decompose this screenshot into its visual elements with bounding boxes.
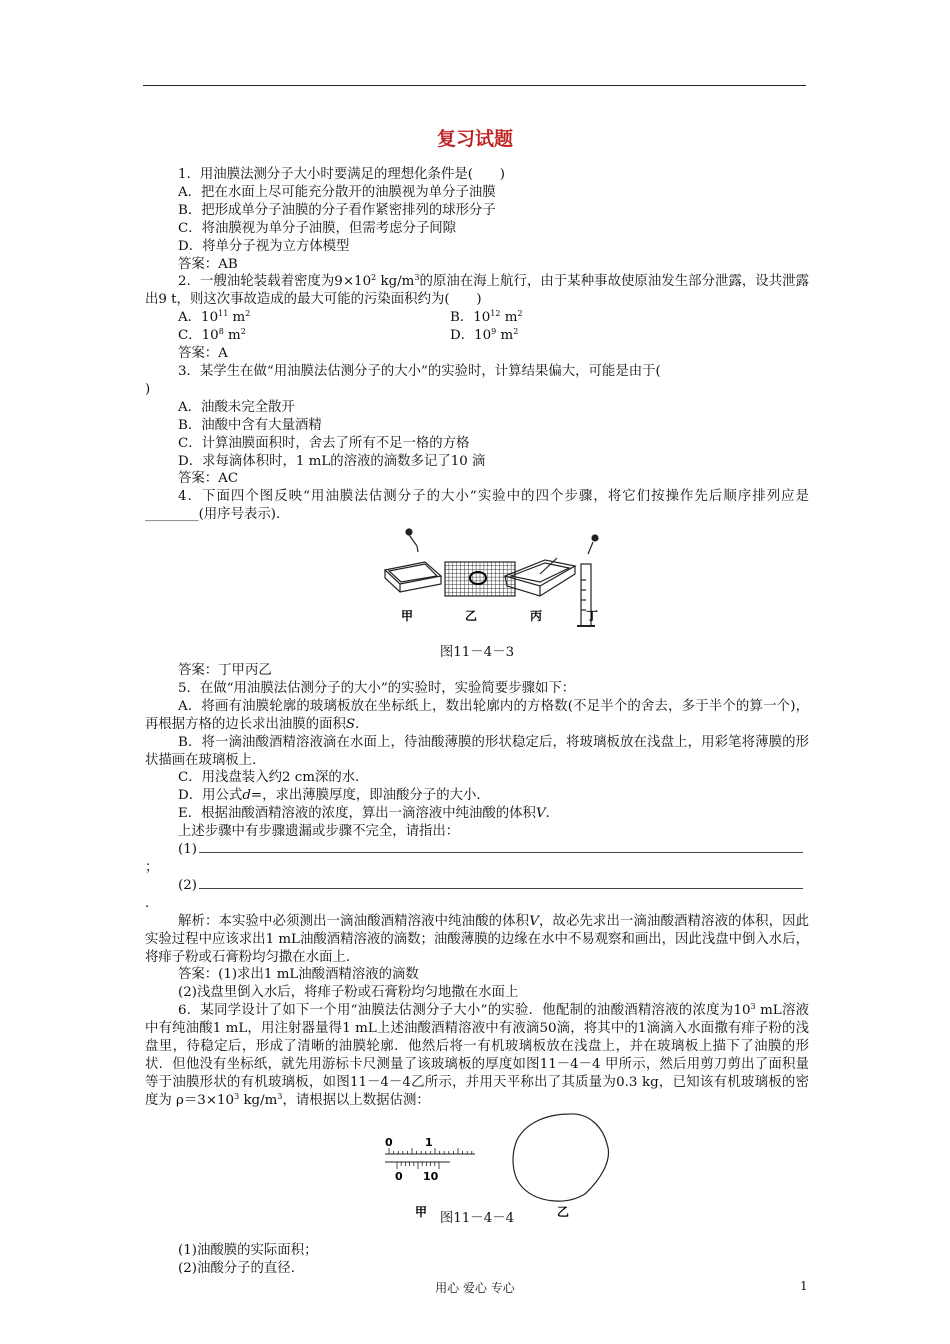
question-5-blank-2: (2): [145, 877, 809, 895]
scale-bottom-0: 0: [395, 1169, 403, 1183]
question-2-option-b: B．$10^{12}$ $m^2$: [450, 309, 523, 326]
label-bing: 丙: [530, 609, 543, 624]
question-2-option-a: A．$10^{11}$ $m^2$: [178, 309, 251, 326]
question-3-answer: 答案：AC: [178, 471, 239, 487]
question-6-stem: 6．某同学设计了如下一个用“油膜法估测分子大小”的实验．他配制的油酸酒精溶液的浓度为$10^3$ mL溶液中有纯油酸1 mL，用注射器量得1 mL上述油酸酒精溶液中有液滴50滴，将其中的1滴滴入水面撒有痱子粉的浅盘里，待稳定后，形成了清晰的油膜轮廓．他然后将一有机玻璃板放在浅盘上，并在玻璃板上描下了油膜的形状．但他没有坐标纸，就先用游标卡尺测量了该玻璃板的厚度如图11－4－4 甲所示，然后用剪刀剪出了面积量等于油膜形状的有机玻璃板，如图11－4－4乙所示，并用天平称出了其质量为0.3 kg，已知该有机玻璃板的密度为 $\rho=3\times 10^3$ $kg/m^3$，请根据以上数据估测：: [145, 1002, 809, 1108]
question-5-step-c: C．用浅盘装入约2 cm深的水．: [178, 770, 369, 786]
question-5-step-d: D．用公式d=，求出薄膜厚度，即油酸分子的大小．: [178, 788, 490, 804]
oil-film-shape: [513, 1114, 608, 1201]
question-2-option-c: C．$10^8$ $m^2$: [178, 327, 246, 344]
experiment-steps-illustration: [145, 524, 809, 644]
question-3-option-d: D．求每滴体积时，1 mL的溶液的滴数多记了10 滴: [178, 453, 486, 469]
question-1-option-b: B．把形成单分子油膜的分子看作紧密排列的球形分子: [178, 202, 496, 218]
question-1-option-c: C．将油膜视为单分子油膜，但需考虑分子间隙: [178, 220, 457, 236]
scale-bottom-10: 10: [423, 1169, 439, 1183]
question-5-blank-2-end: ．: [145, 895, 159, 911]
page-footer: 用心 爱心 专心: [435, 1281, 515, 1295]
question-5-step-b: B．将一滴油酸酒精溶液滴在水面上，待油酸薄膜的形状稳定后，将玻璃板放在浅盘上，用彩笔将薄膜的形状描画在玻璃板上．: [145, 734, 809, 768]
label-ding: 丁: [586, 609, 599, 624]
content-body: [145, 166, 809, 1277]
question-5-step-e: E．根据油酸酒精溶液的浓度，算出一滴溶液中纯油酸的体积V．: [178, 806, 559, 822]
question-5-analysis: 解析：本实验中必须测出一滴油酸酒精溶液中纯油酸的体积V，故必先求出一滴油酸酒精溶液的体积，因此实验过程中应该求出1 mL油酸酒精溶液的滴数；油酸薄膜的边缘在水中不易观察和画出，因此浅盘中倒入水后，将痱子粉或石膏粉均匀撒在水面上．: [145, 913, 810, 965]
question-5-stem: 5．在做“用油膜法估测分子的大小”的实验时，实验简要步骤如下：: [178, 680, 576, 696]
question-3-option-c: C．计算油膜面积时，舍去了所有不足一格的方格: [178, 435, 470, 451]
question-3-stem-end: ): [145, 381, 151, 397]
question-3-option-b: B．油酸中含有大量酒精: [178, 417, 322, 433]
question-5-answer-2: (2)浅盘里倒入水后，将痱子粉或石膏粉均匀地撒在水面上: [178, 985, 519, 1001]
question-3-option-a: A．油酸未完全散开: [178, 399, 295, 415]
scale-top-0: 0: [385, 1135, 393, 1149]
question-2-options-cd: [145, 327, 809, 345]
label-yi-2: 乙: [557, 1204, 570, 1219]
step-jia-tray: [385, 529, 441, 592]
figure-11-4-3: [145, 524, 809, 644]
scale-top-1: 1: [425, 1135, 433, 1149]
question-5-step-a: A．将画有油膜轮廓的玻璃板放在坐标纸上，数出轮廓内的方格数(不足半个的舍去，多于半个的算一个)，再根据方格的边长求出油膜的面积S.: [145, 698, 809, 732]
label-jia: 甲: [401, 609, 414, 624]
question-1-stem: 1．用油膜法测分子大小时要满足的理想化条件是( ): [178, 167, 505, 182]
question-5-blank-1-end: ；: [145, 860, 159, 875]
figure-11-4-3-caption: 图11－4－3: [439, 645, 515, 661]
header-rule: [143, 85, 806, 86]
question-1-option-a: A．把在水面上尽可能充分散开的油膜视为单分子油膜: [178, 184, 496, 200]
question-6-sub-1: (1)油酸膜的实际面积；: [178, 1242, 318, 1258]
question-4-answer: 答案：丁甲丙乙: [178, 663, 272, 679]
question-2-stem: 2．一艘油轮装载着密度为$9\times 10^2$ $kg/m^3$的原油在海上航行，由于某种事故使原油发生部分泄露，设共泄露出9 t，则这次事故造成的最大可能的污染面积约为( ): [145, 273, 809, 308]
question-1-option-d: D．将单分子视为立方体模型: [178, 238, 350, 254]
label-yi: 乙: [465, 609, 478, 624]
page-number: 1: [800, 1279, 808, 1293]
question-5-blank-1: (1): [145, 841, 809, 859]
label-jia-2: 甲: [415, 1204, 428, 1219]
question-5-instruction: 上述步骤中有步骤遗漏或步骤不完全，请指出：: [178, 824, 460, 840]
figure-11-4-4-caption: 图11－4－4: [439, 1210, 515, 1226]
question-2-answer: 答案：A: [178, 346, 228, 362]
question-3-stem: 3．某学生在做“用油膜法估测分子的大小”的实验时，计算结果偏大，可能是由于(: [178, 363, 661, 379]
vernier-caliper: [385, 1154, 475, 1162]
page-title: 复习试题: [436, 128, 513, 150]
question-6-sub-2: (2)油酸分子的直径．: [178, 1260, 305, 1276]
question-5-answer-1: 答案：(1)求出1 mL油酸酒精溶液的滴数: [178, 967, 419, 983]
question-2-option-d: D．$10^9$ $m^2$: [450, 327, 519, 344]
question-1-answer: 答案：AB: [178, 256, 238, 272]
question-2-options-ab: [145, 309, 809, 327]
question-4-stem: 4．下面四个图反映“用油膜法估测分子的大小”实验中的四个步骤，将它们按操作先后顺序排列应是________(用序号表示)．: [145, 489, 809, 523]
